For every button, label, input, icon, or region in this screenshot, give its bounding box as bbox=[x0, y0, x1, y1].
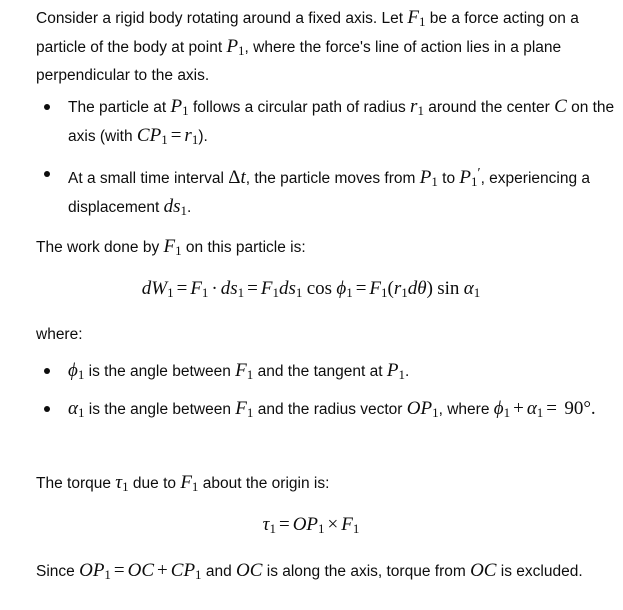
math-F1: $F_1$ bbox=[180, 472, 199, 494]
math-phi1: $\phi_1$ bbox=[68, 360, 85, 382]
math-tau1: $\tau_1$ bbox=[115, 472, 129, 494]
math-F1: $F_1$ bbox=[235, 360, 254, 382]
intro-paragraph bbox=[36, 4, 611, 90]
work-intro: The work done by $F_1$ on this particle is: bbox=[36, 236, 306, 258]
work-equation: $dW_1 = F_1 \cdot ds_1 = F_1ds_1$ $\cos \phi_1 = F_1(r_1d\theta)$ $\sin \alpha_1$ bbox=[141, 278, 481, 300]
math-delta-t: Δt bbox=[228, 167, 246, 188]
math-ds1: $ds_1$ bbox=[163, 196, 188, 218]
intro-text: be a force acting on a particle of the body at point bbox=[36, 10, 579, 56]
math-P1: $P_1$ bbox=[226, 36, 245, 58]
where-label: where: bbox=[36, 326, 83, 343]
bullet-list-angles bbox=[36, 357, 616, 424]
list-item: $\phi_1$ is the angle between $F_1$ and the tangent at $P_1$. bbox=[36, 357, 616, 386]
bullet-dot bbox=[44, 406, 50, 412]
intro-text: , where the force's line of action lies in a plane perpendicular to the axis. bbox=[36, 39, 562, 84]
math-CP1-eq-r1: $CP_1 = r_1$ bbox=[136, 125, 199, 147]
list-item: The particle at $P_1$ follows a circular path of radius $r_1$ around the center C on the axis (with $CP_1 = r_1$). bbox=[36, 93, 616, 151]
math-alpha1: $\alpha_1$ bbox=[68, 398, 85, 420]
since-paragraph: Since $OP_1$ = OC + $CP_1$ and OC is along the axis, torque from OC is excluded. bbox=[36, 560, 583, 582]
bullet-list-motion bbox=[36, 93, 616, 222]
math-OP1-sum: $OP_1$ = OC + $CP_1$ bbox=[79, 560, 202, 582]
math-P1: $P_1$ bbox=[419, 167, 438, 189]
bullet-dot bbox=[44, 104, 50, 110]
math-F1: $F_1$ bbox=[235, 398, 254, 420]
math-r1: $r_1$ bbox=[410, 96, 424, 118]
math-P1-prime: $P_1'$ bbox=[459, 166, 481, 189]
math-OC: OC bbox=[470, 560, 497, 581]
math-ninety: 90°. bbox=[564, 398, 596, 419]
list-item: At a small time interval Δt, the particle moves from $P_1$ to $P_1'$, experiencing a displacement $ds_1$. bbox=[36, 160, 616, 222]
math-OP1: $OP_1$ bbox=[406, 398, 439, 420]
math-OC: OC bbox=[236, 560, 263, 581]
math-P1: $P_1$ bbox=[386, 360, 405, 382]
math-F1: $F_1$ bbox=[407, 7, 426, 29]
math-C: C bbox=[554, 96, 567, 117]
bullet-dot bbox=[44, 171, 50, 177]
bullet-dot bbox=[44, 368, 50, 374]
math-P1: $P_1$ bbox=[170, 96, 189, 118]
torque-intro: The torque $\tau_1$ due to $F_1$ about the origin is: bbox=[36, 472, 330, 494]
intro-text: Consider a rigid body rotating around a fixed axis. Let bbox=[36, 10, 408, 27]
math-F1: $F_1$ bbox=[163, 236, 182, 258]
torque-equation: $\tau_1 = OP_1 \times F_1$ bbox=[262, 514, 360, 536]
math-phi1-plus-alpha1: $\phi_1 + \alpha_1$ = bbox=[493, 398, 558, 420]
list-item: $\alpha_1$ is the angle between $F_1$ and the radius vector $OP_1$, where $\phi_1 + \alpha_1 = 90^\circ$. bbox=[36, 395, 616, 424]
